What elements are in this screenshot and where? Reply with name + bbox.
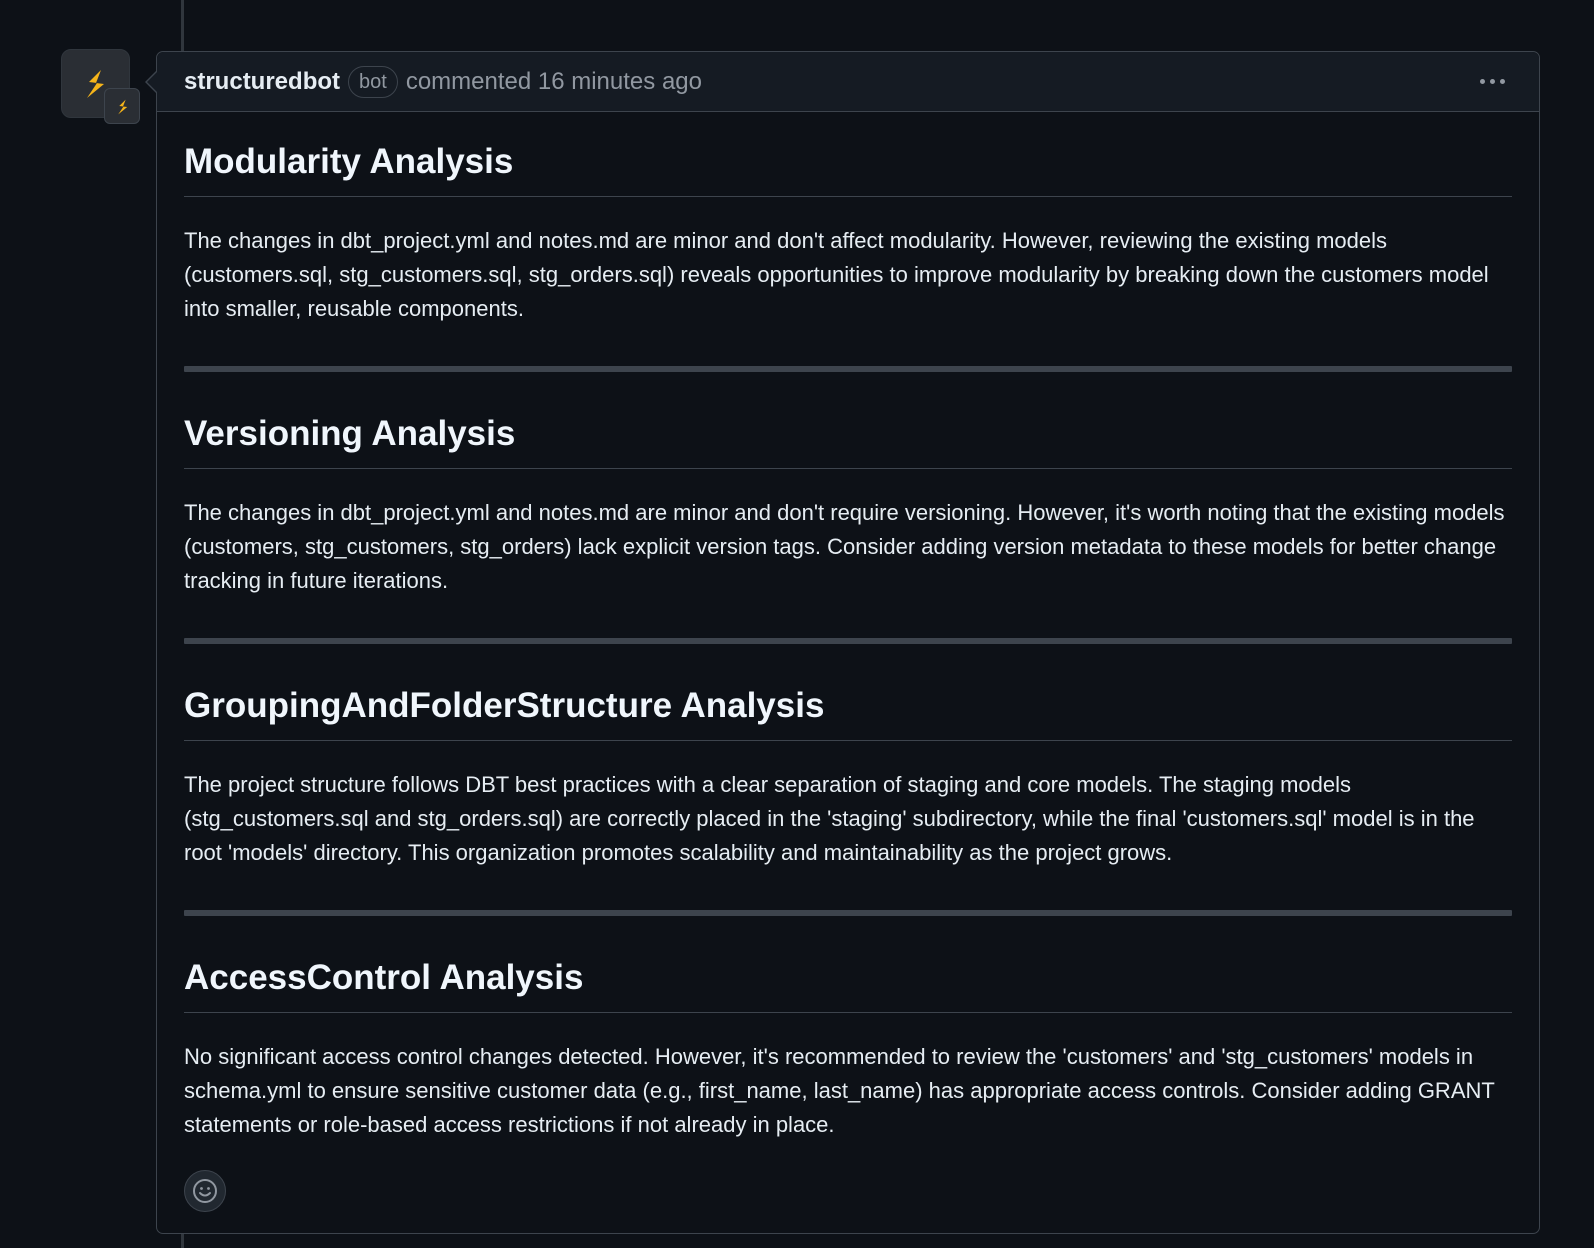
kebab-horizontal-icon — [1480, 79, 1485, 84]
section-body: The changes in dbt_project.yml and notes.md are minor and don't require versioning. However, it's worth noting that the existing models (customers, stg_customers, stg_orders) lack explicit version tags. Consider adding version metadata to these models for better change tracking in future iterations. — [184, 500, 1505, 593]
kebab-dot — [1490, 79, 1495, 84]
section-heading: AccessControl Analysis — [184, 956, 1512, 1013]
analysis-section — [184, 140, 1512, 326]
section-heading: Versioning Analysis — [184, 412, 1512, 469]
kebab-dot — [1500, 79, 1505, 84]
horizontal-rule — [184, 638, 1512, 644]
horizontal-rule — [184, 366, 1512, 372]
analysis-section — [184, 412, 1512, 598]
add-reaction-button[interactable] — [184, 1170, 226, 1212]
comment-header — [157, 52, 1539, 112]
section-body: The project structure follows DBT best practices with a clear separation of staging and core models. The staging models (stg_customers.sql and stg_orders.sql) are correctly placed in the 'staging' subdirectory, while the final 'customers.sql' model is in the root 'models' directory. This organization promotes scalability and maintainability as the project grows. — [184, 772, 1475, 865]
analysis-section — [184, 956, 1512, 1142]
bot-badge: bot — [348, 66, 398, 98]
comment-box — [156, 51, 1540, 1234]
comment-body — [157, 140, 1539, 1212]
app-badge-avatar[interactable] — [104, 88, 140, 124]
smiley-icon — [192, 1178, 218, 1204]
horizontal-rule — [184, 910, 1512, 916]
section-body: No significant access control changes detected. However, it's recommended to review the 'customers' and 'stg_customers' models in schema.yml to ensure sensitive customer data (e.g., first_name, last_name) has appropriate access controls. Consider adding GRANT statements or role-based access restrictions if not already in place. — [184, 1044, 1495, 1137]
section-heading: GroupingAndFolderStructure Analysis — [184, 684, 1512, 741]
comment-caret-fill — [147, 72, 157, 92]
comment-timestamp[interactable]: commented 16 minutes ago — [405, 67, 702, 95]
section-body: The changes in dbt_project.yml and notes.md are minor and don't affect modularity. However, reviewing the existing models (customers.sql, stg_customers.sql, stg_orders.sql) reveals opportunities to improve modularity by breaking down the customers model into smaller, reusable components. — [184, 228, 1489, 321]
comment-options-button[interactable] — [1476, 67, 1509, 97]
author-link[interactable]: structuredbot — [184, 67, 340, 95]
analysis-section — [184, 684, 1512, 870]
section-heading: Modularity Analysis — [184, 140, 1512, 197]
structuredbot-logo-icon — [114, 97, 132, 117]
